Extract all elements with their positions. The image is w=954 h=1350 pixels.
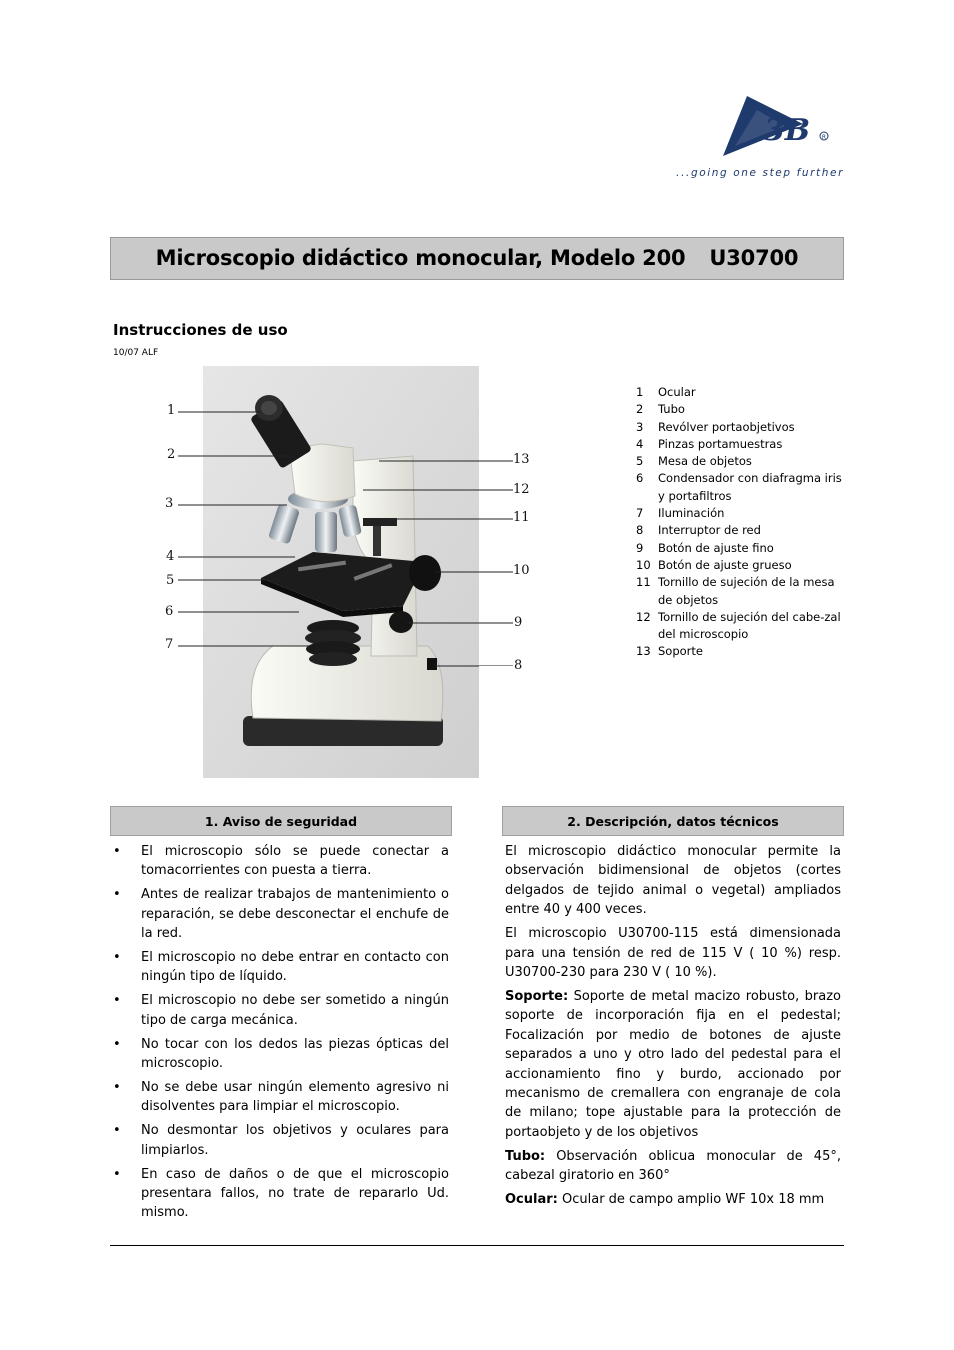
callout-7: 7 (165, 637, 174, 652)
parts-item: 13 Soporte (636, 644, 703, 659)
parts-item: 2 Tubo (636, 402, 685, 417)
list-item: • No desmontar los objetivos y oculares para limpiarlos. (113, 1121, 449, 1160)
callout-2: 2 (167, 447, 176, 462)
bottom-divider (110, 1245, 844, 1246)
parts-item: 7 Iluminación (636, 506, 725, 521)
callout-13: 13 (513, 452, 530, 467)
parts-item: 5 Mesa de objetos (636, 454, 752, 469)
description-text (505, 842, 841, 1214)
callout-lines-left (170, 366, 210, 666)
callout-1: 1 (167, 403, 176, 418)
parts-item: 8 Interruptor de red (636, 523, 761, 538)
paragraph: Tubo: Observación oblicua monocular de 45°, cabezal giratorio en 360° (505, 1148, 841, 1184)
parts-item: 3 Revólver portaobjetivos (636, 419, 795, 434)
bullet: • (113, 844, 121, 859)
parts-item: 9 Botón de ajuste fino (636, 540, 774, 555)
parts-item: 12 Tornillo de sujeción del cabe-zal del microscopio (636, 609, 841, 642)
bullet: • (113, 1079, 121, 1095)
bullet: • (113, 950, 121, 966)
callout-6: 6 (165, 604, 174, 619)
parts-item: 4 Pinzas portamuestras (636, 436, 783, 451)
list-item: • El microscopio no debe entrar en contacto con ningún tipo de líquido. (113, 948, 449, 987)
callout-lines-right (479, 366, 513, 666)
bullet: • (113, 993, 121, 1009)
callout-12: 12 (513, 482, 530, 497)
section-heading-description: 2. Descripción, datos técnicos (502, 806, 844, 836)
title-code: U30700 (709, 246, 799, 270)
paragraph: El microscopio didáctico monocular permite la observación bidimensional de objetos (cortes delgados de tejido animal o vegetal) ampliados entre 40 y 400 veces. (505, 844, 841, 918)
callout-11: 11 (513, 510, 530, 525)
parts-item: 10 Botón de ajuste grueso (636, 557, 792, 572)
list-item: • En caso de daños o de que el microscopio presentara fallos, no trate de repararlo Ud. mismo. (113, 1165, 449, 1223)
bullet: • (113, 1166, 121, 1182)
logo-tagline: ...going one step further (676, 167, 844, 179)
callout-8: 8 (514, 658, 523, 673)
list-item: • El microscopio no debe ser sometido a ningún tipo de carga mecánica. (113, 991, 449, 1030)
label-tubo: Tubo: (505, 1148, 546, 1164)
list-item: • Antes de realizar trabajos de mantenimiento o reparación, se debe desconectar el enchufe de la red. (113, 885, 449, 943)
paragraph: Soporte: Soporte de metal macizo robusto, brazo soporte de incorporación fija en el pedestal; Focalización por medio de botones de ajuste separados a uno y otro lado del pedestal para el accionamiento fino y burdo, accionado por mecanismo de cremallera con engranaje de cola de milano; tope ajustable para la protección de portaobjeto y de los objetivos (505, 989, 841, 1140)
microscope-photo (203, 366, 479, 778)
section-heading-safety: 1. Aviso de seguridad (110, 806, 452, 836)
callout-10: 10 (513, 563, 530, 578)
safety-list (113, 842, 449, 1227)
parts-list (636, 384, 846, 661)
bullet: • (113, 1123, 121, 1139)
list-item: • No tocar con los dedos las piezas ópticas del microscopio. (113, 1035, 449, 1074)
document-code: 10/07 ALF (113, 348, 159, 358)
bullet: • (113, 887, 121, 903)
label-soporte: Soporte: (505, 989, 569, 1005)
parts-item: 6 Condensador con diafragma iris y portafiltros (636, 471, 842, 503)
page-title (110, 246, 844, 270)
label-ocular: Ocular: (505, 1192, 558, 1208)
title-main: Microscopio didáctico monocular, Modelo 200 (155, 246, 686, 270)
paragraph: Ocular: Ocular de campo amplio WF 10x 18 mm (505, 1192, 825, 1208)
list-item: • No se debe usar ningún elemento agresivo ni disolventes para limpiar el microscopio. (113, 1078, 449, 1117)
logo-mark: 3B (763, 113, 811, 148)
svg-text:R: R (821, 134, 827, 141)
subtitle: Instrucciones de uso (113, 321, 288, 339)
paragraph: El microscopio U30700-115 está dimensionada para una tensión de red de 115 V ( 10 %) resp. U30700-230 para 230 V ( 10 %). (505, 926, 841, 981)
callout-4: 4 (166, 549, 175, 564)
list-item: • El microscopio sólo se puede conectar a tomacorrientes con puesta a tierra. (113, 842, 449, 881)
bullet: • (113, 1036, 121, 1052)
callout-5: 5 (166, 573, 175, 588)
parts-item: 11 Tornillo de sujeción de la mesa de objetos (636, 575, 835, 607)
callout-3: 3 (165, 496, 174, 511)
parts-item: 1 Ocular (636, 385, 696, 399)
callout-9: 9 (514, 615, 523, 630)
